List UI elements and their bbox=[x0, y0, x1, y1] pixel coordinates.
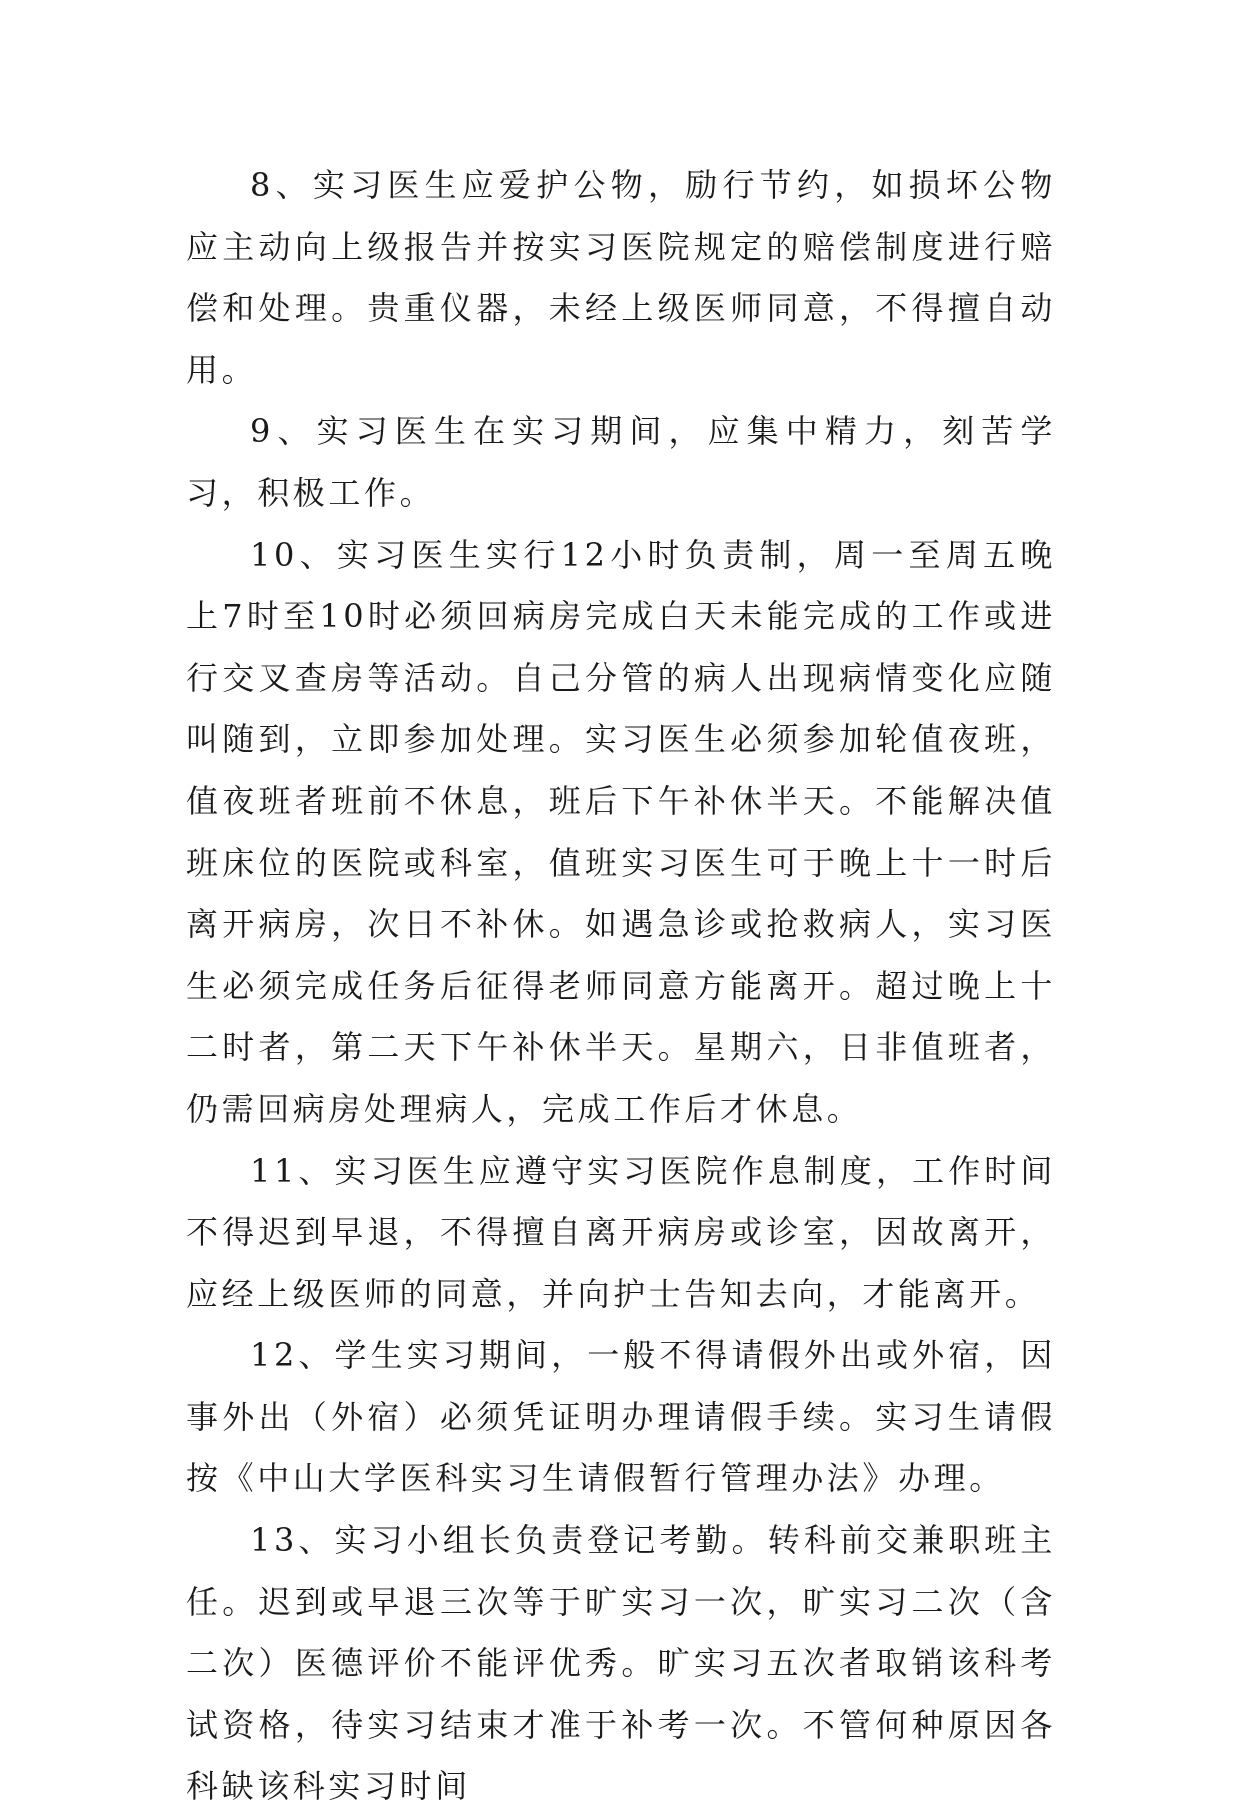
document-body bbox=[186, 155, 1056, 1818]
paragraph-item-12: 12、学生实习期间，一般不得请假外出或外宿，因事外出（外宿）必须凭证明办理请假手续。实习生请假按《中山大学医科实习生请假暂行管理办法》办理。 bbox=[186, 1336, 1056, 1498]
paragraph-item-13: 13、实习小组长负责登记考勤。转科前交兼职班主任。迟到或早退三次等于旷实习一次，旷实习二次（含二次）医德评价不能评优秀。旷实习五次者取销该科考试资格，待实习结束才准于补考一次。不管何种原因各科缺该科实习时间 bbox=[186, 1521, 1056, 1806]
paragraph-item-10: 10、实习医生实行12小时负责制，周一至周五晚上7时至10时必须回病房完成白天未能完成的工作或进行交叉查房等活动。自己分管的病人出现病情变化应随叫随到，立即参加处理。实习医生必须参加轮值夜班，值夜班者班前不休息，班后下午补休半天。不能解决值班床位的医院或科室，值班实习医生可于晚上十一时后离开病房，次日不补休。如遇急诊或抢救病人，实习医生必须完成任务后征得老师同意方能离开。超过晚上十二时者，第二天下午补休半天。星期六，日非值班者，仍需回病房处理病人，完成工作后才休息。 bbox=[186, 535, 1056, 1128]
paragraph-item-8: 8、实习医生应爱护公物，励行节约，如损坏公物应主动向上级报告并按实习医院规定的赔偿制度进行赔偿和处理。贵重仪器，未经上级医师同意，不得擅自动用。 bbox=[186, 166, 1056, 389]
paragraph-item-9: 9、实习医生在实习期间，应集中精力，刻苦学习，积极工作。 bbox=[186, 412, 1056, 512]
paragraph-item-11: 11、实习医生应遵守实习医院作息制度，工作时间不得迟到早退，不得擅自离开病房或诊室，因故离开，应经上级医师的同意，并向护士告知去向，才能离开。 bbox=[186, 1151, 1056, 1313]
